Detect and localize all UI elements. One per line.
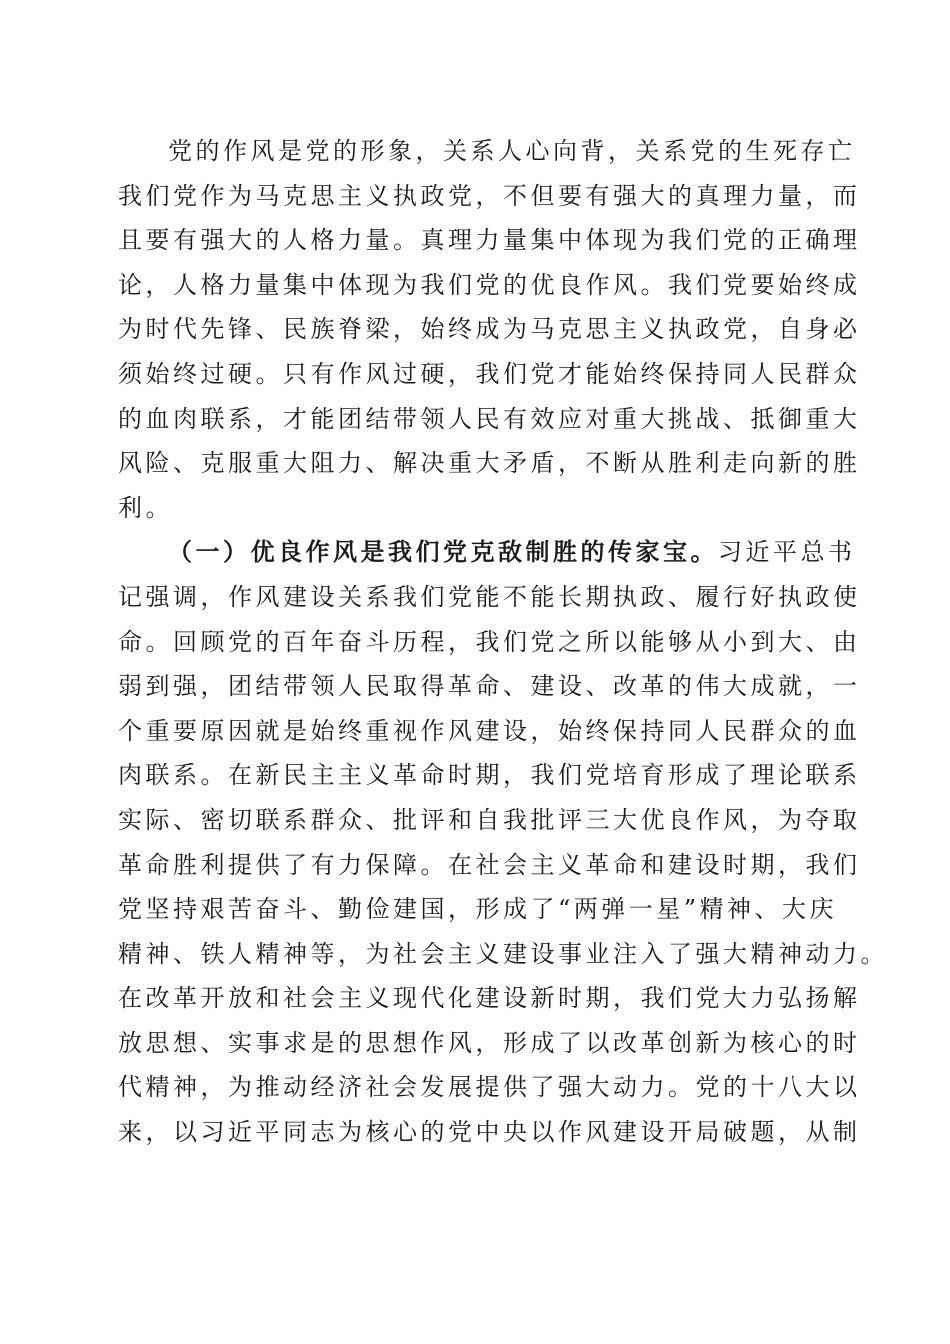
document-body bbox=[118, 129, 888, 1155]
paragraph-line: 肉联系。在新民主主义革命时期，我们党培育形成了理论联系 bbox=[118, 761, 861, 790]
paragraph-line: 的血肉联系，才能团结带领人民有效应对重大挑战、抵御重大 bbox=[118, 404, 861, 433]
paragraph-line: 党的作风是党的形象，关系人心向背，关系党的生死存亡 bbox=[168, 137, 856, 165]
paragraph-line: 记强调，作风建设关系我们党能不能长期执政、履行好执政使 bbox=[118, 582, 861, 611]
paragraph-line: 我们党作为马克思主义执政党，不但要有强大的真理力量，而 bbox=[118, 181, 861, 210]
paragraph-line: 来，以习近平同志为核心的党中央以作风建设开局破题，从制 bbox=[118, 1118, 861, 1147]
paragraph-line: 放思想、实事求是的思想作风，形成了以改革创新为核心的时 bbox=[118, 1028, 861, 1057]
paragraph-1 bbox=[118, 129, 861, 530]
paragraph-line: 为时代先锋、民族脊梁，始终成为马克思主义执政党，自身必 bbox=[118, 315, 861, 344]
paragraph-line: 精神、铁人精神等，为社会主义建设事业注入了强大精神动力。 bbox=[118, 939, 888, 968]
paragraph-line: 党坚持艰苦奋斗、勤俭建国，形成了“两弹一星”精神、大庆 bbox=[118, 895, 838, 924]
paragraph-line: 个重要原因就是始终重视作风建设，始终保持同人民群众的血 bbox=[118, 716, 861, 745]
paragraph-line: 命。回顾党的百年奋斗历程，我们党之所以能够从小到大、由 bbox=[118, 627, 861, 656]
paragraph-line-rest: 习近平总书 bbox=[718, 538, 856, 567]
paragraph-line: 风险、克服重大阻力、解决重大矛盾，不断从胜利走向新的胜 bbox=[118, 449, 861, 478]
paragraph-line: 代精神，为推动经济社会发展提供了强大动力。党的十八大以 bbox=[118, 1073, 861, 1102]
paragraph-line: 论，人格力量集中体现为我们党的优良作风。我们党要始终成 bbox=[118, 270, 861, 299]
paragraph-line: 弱到强，团结带领人民取得革命、建设、改革的伟大成就，一 bbox=[118, 672, 861, 701]
paragraph-line: 在改革开放和社会主义现代化建设新时期，我们党大力弘扬解 bbox=[118, 984, 861, 1013]
section-heading: （一）优良作风是我们党克敌制胜的传家宝。 bbox=[168, 538, 718, 567]
paragraph-line: 实际、密切联系群众、批评和自我批评三大优良作风，为夺取 bbox=[118, 805, 861, 834]
paragraph-line: 利。 bbox=[118, 493, 173, 522]
paragraph-line: 须始终过硬。只有作风过硬，我们党才能始终保持同人民群众 bbox=[118, 359, 861, 388]
paragraph-2 bbox=[118, 530, 888, 1154]
paragraph-line: 且要有强大的人格力量。真理力量集中体现为我们党的正确理 bbox=[118, 226, 861, 255]
paragraph-line: 革命胜利提供了有力保障。在社会主义革命和建设时期，我们 bbox=[118, 850, 861, 879]
paragraph-first-line bbox=[118, 530, 856, 575]
